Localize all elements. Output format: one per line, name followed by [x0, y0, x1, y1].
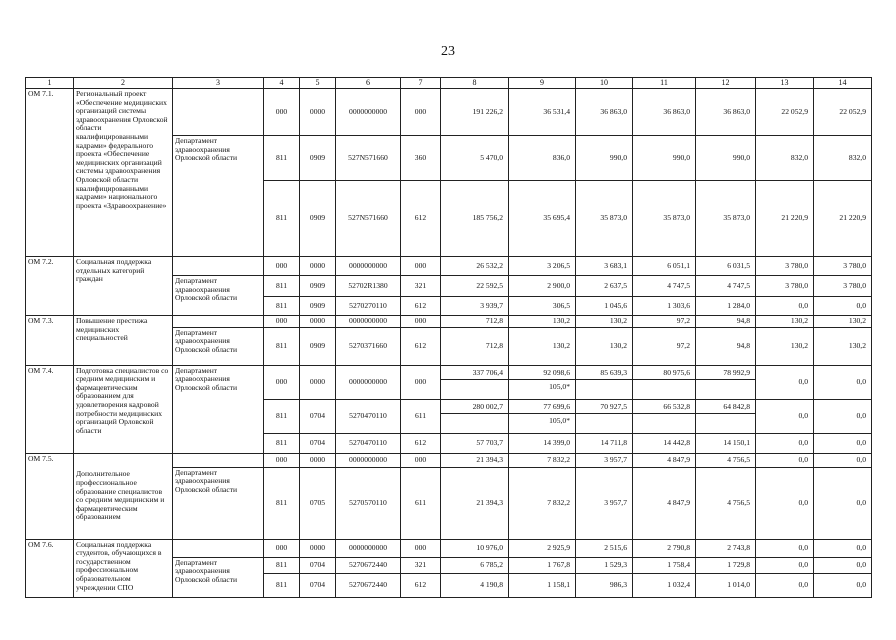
- cell: 0000: [300, 365, 336, 399]
- cell: 0704: [300, 573, 336, 597]
- cell: 527N571660: [336, 181, 401, 257]
- cell: 0000: [300, 257, 336, 276]
- column-number: 9: [509, 78, 576, 89]
- section-id: ОМ 7.3.: [26, 316, 74, 366]
- cell: 2 637,5: [576, 276, 633, 297]
- section-id: ОМ 7.4.: [26, 365, 74, 453]
- cell: 2 900,0: [509, 276, 576, 297]
- cell: 0000: [300, 453, 336, 467]
- section-title: Региональный проект «Обеспечение медицинских организаций системы здравоохранения Орловской области квалифицированными кадрами» федерального проекта «Обеспечение медицинских организаций системы здравоохранения Орловской области квалифицированными кадрами» национального проекта «Здравоохранение»: [74, 89, 173, 257]
- cell: 321: [401, 557, 441, 573]
- cell: 2 790,8: [633, 539, 696, 557]
- footnote-value: 105,0*: [549, 416, 570, 426]
- cell: 990,0: [576, 136, 633, 181]
- table-row: [26, 257, 872, 276]
- cell: 14 150,1: [696, 433, 756, 453]
- cell: 990,0: [696, 136, 756, 181]
- cell: 0909: [300, 276, 336, 297]
- cell: 1 729,8: [696, 557, 756, 573]
- column-number: 12: [696, 78, 756, 89]
- cell: 130,2: [576, 316, 633, 328]
- empty-cell: [173, 316, 264, 328]
- cell: 22 052,9: [814, 89, 872, 136]
- department-name: Департамент здравоохранения Орловской области: [173, 365, 264, 453]
- cell: 0000000000: [336, 316, 401, 328]
- cell: 130,2: [756, 316, 814, 328]
- cell-value: 92 098,6: [509, 366, 575, 381]
- cell: 0,0: [756, 399, 814, 433]
- table-row: [26, 316, 872, 328]
- cell: 4 756,5: [696, 467, 756, 539]
- cell: 35 873,0: [696, 181, 756, 257]
- cell: 527N571660: [336, 136, 401, 181]
- cell: 360: [401, 136, 441, 181]
- section-id: ОМ 7.1.: [26, 89, 74, 257]
- section-id: ОМ 7.5.: [26, 453, 74, 539]
- cell: 3 957,7: [576, 467, 633, 539]
- cell: 0,0: [814, 433, 872, 453]
- cell: 1 158,1: [509, 573, 576, 597]
- cell: 832,0: [756, 136, 814, 181]
- split-cell: [441, 399, 509, 433]
- cell: 2 925,9: [509, 539, 576, 557]
- cell: 000: [264, 539, 300, 557]
- cell: 0909: [300, 136, 336, 181]
- cell: 97,2: [633, 316, 696, 328]
- cell: 000: [264, 316, 300, 328]
- cell: 0704: [300, 399, 336, 433]
- footnote-value: 105,0*: [549, 382, 570, 392]
- cell: 612: [401, 573, 441, 597]
- cell: 4 847,9: [633, 453, 696, 467]
- column-number: 4: [264, 78, 300, 89]
- cell: 612: [401, 327, 441, 365]
- cell: 612: [401, 181, 441, 257]
- cell: 0,0: [756, 365, 814, 399]
- column-number: 11: [633, 78, 696, 89]
- cell: 1 284,0: [696, 297, 756, 316]
- cell: 36 531,4: [509, 89, 576, 136]
- cell: 14 711,8: [576, 433, 633, 453]
- cell: 21 394,3: [441, 453, 509, 467]
- cell: 1 303,6: [633, 297, 696, 316]
- cell: 1 014,0: [696, 573, 756, 597]
- cell: 811: [264, 557, 300, 573]
- cell: 000: [401, 316, 441, 328]
- cell: 52702R1380: [336, 276, 401, 297]
- section-title: Социальная поддержка студентов, обучающихся в государственном профессиональном образовательном учреждении СПО: [74, 539, 173, 597]
- cell: 36 863,0: [696, 89, 756, 136]
- cell: 000: [264, 453, 300, 467]
- column-number: 7: [401, 78, 441, 89]
- table-row: [26, 539, 872, 557]
- cell: 5270371660: [336, 327, 401, 365]
- cell: 0,0: [814, 365, 872, 399]
- cell: 36 863,0: [576, 89, 633, 136]
- table-row: [26, 365, 872, 399]
- cell: 21 394,3: [441, 467, 509, 539]
- column-number: 2: [74, 78, 173, 89]
- cell: 000: [264, 257, 300, 276]
- split-cell: [441, 365, 509, 399]
- empty-cell: [173, 539, 264, 557]
- column-number: 3: [173, 78, 264, 89]
- section-title: Повышение престижа медицинских специальностей: [74, 316, 173, 366]
- table-row: [26, 453, 872, 467]
- split-cell: [576, 365, 633, 399]
- cell: 986,3: [576, 573, 633, 597]
- cell: 3 683,1: [576, 257, 633, 276]
- cell: 5270470110: [336, 399, 401, 433]
- cell: 2 743,8: [696, 539, 756, 557]
- section-id: ОМ 7.6.: [26, 539, 74, 597]
- empty-cell: [173, 257, 264, 276]
- cell: 1 767,8: [509, 557, 576, 573]
- cell: 3 780,0: [756, 276, 814, 297]
- column-number: 13: [756, 78, 814, 89]
- column-number: 14: [814, 78, 872, 89]
- cell: 5 470,0: [441, 136, 509, 181]
- cell: 22 592,5: [441, 276, 509, 297]
- cell: 0000: [300, 89, 336, 136]
- cell: 0000000000: [336, 539, 401, 557]
- cell: 0,0: [814, 557, 872, 573]
- cell: 130,2: [576, 327, 633, 365]
- cell: 811: [264, 433, 300, 453]
- cell-value: 337 706,4: [441, 366, 508, 381]
- section-title: Социальная поддержка отдельных категорий граждан: [74, 257, 173, 316]
- cell: 94,8: [696, 316, 756, 328]
- cell: 7 832,2: [509, 467, 576, 539]
- cell: 0,0: [814, 453, 872, 467]
- cell: 35 695,4: [509, 181, 576, 257]
- cell: 836,0: [509, 136, 576, 181]
- cell-value: 64 842,8: [696, 400, 755, 415]
- cell: 0909: [300, 327, 336, 365]
- cell: 0,0: [756, 453, 814, 467]
- cell: 5270672440: [336, 557, 401, 573]
- cell: 0909: [300, 181, 336, 257]
- cell: 0,0: [756, 297, 814, 316]
- cell: 832,0: [814, 136, 872, 181]
- cell-value: 70 927,5: [576, 400, 632, 415]
- cell-value: 80 975,6: [633, 366, 695, 381]
- cell: 7 832,2: [509, 453, 576, 467]
- cell: 811: [264, 276, 300, 297]
- column-number: 6: [336, 78, 401, 89]
- cell: 35 873,0: [576, 181, 633, 257]
- cell: 130,2: [509, 316, 576, 328]
- cell: 97,2: [633, 327, 696, 365]
- cell: 000: [401, 365, 441, 399]
- cell: 4 847,9: [633, 467, 696, 539]
- section-title: Подготовка специалистов со средним медицинским и фармацевтическим образованием для удовлетворения кадровой потребности медицинских организаций Орловской области: [74, 365, 173, 453]
- cell: 35 873,0: [633, 181, 696, 257]
- column-number: 5: [300, 78, 336, 89]
- cell: 3 957,7: [576, 453, 633, 467]
- cell: 306,5: [509, 297, 576, 316]
- cell: 130,2: [814, 327, 872, 365]
- cell: 36 863,0: [633, 89, 696, 136]
- cell-value: 77 699,6: [509, 400, 575, 415]
- cell: 000: [264, 365, 300, 399]
- split-cell: [509, 365, 576, 399]
- department-name: Департамент здравоохранения Орловской области: [173, 467, 264, 539]
- cell: 0000: [300, 316, 336, 328]
- cell: 185 756,2: [441, 181, 509, 257]
- split-cell: [633, 399, 696, 433]
- cell: 0,0: [756, 467, 814, 539]
- cell: 0704: [300, 433, 336, 453]
- cell: 0,0: [756, 539, 814, 557]
- cell: 0,0: [756, 557, 814, 573]
- cell: 4 756,5: [696, 453, 756, 467]
- cell: 3 206,5: [509, 257, 576, 276]
- cell: 94,8: [696, 327, 756, 365]
- cell: 4 747,5: [633, 276, 696, 297]
- cell: 26 532,2: [441, 257, 509, 276]
- cell: 1 045,6: [576, 297, 633, 316]
- cell: 0,0: [756, 573, 814, 597]
- cell: 0704: [300, 557, 336, 573]
- department-name: Департамент здравоохранения Орловской области: [173, 136, 264, 257]
- cell: 1 758,4: [633, 557, 696, 573]
- cell: 000: [401, 453, 441, 467]
- cell: 611: [401, 399, 441, 433]
- cell: 57 703,7: [441, 433, 509, 453]
- cell: 811: [264, 136, 300, 181]
- cell: 000: [401, 257, 441, 276]
- column-header-row: [26, 78, 872, 89]
- cell: 611: [401, 467, 441, 539]
- empty-cell: [173, 453, 264, 467]
- cell: 5270570110: [336, 467, 401, 539]
- cell: 21 220,9: [814, 181, 872, 257]
- cell: 0,0: [814, 399, 872, 433]
- cell: 0,0: [814, 467, 872, 539]
- cell-value: 78 992,9: [696, 366, 755, 381]
- cell: 811: [264, 467, 300, 539]
- cell: 990,0: [633, 136, 696, 181]
- cell: 5270470110: [336, 433, 401, 453]
- cell: 130,2: [814, 316, 872, 328]
- section-title: Дополнительное профессиональное образование специалистов со средним медицинским и фармацевтическим образованием: [74, 453, 173, 539]
- cell: 3 780,0: [814, 276, 872, 297]
- cell-value: 66 532,8: [633, 400, 695, 415]
- cell: 0,0: [814, 539, 872, 557]
- cell: 0705: [300, 467, 336, 539]
- split-cell: [509, 399, 576, 433]
- cell: 811: [264, 399, 300, 433]
- column-number: 1: [26, 78, 74, 89]
- split-cell: [633, 365, 696, 399]
- cell: 0,0: [814, 297, 872, 316]
- cell: 612: [401, 297, 441, 316]
- cell: 811: [264, 181, 300, 257]
- cell: 612: [401, 433, 441, 453]
- page-number: 23: [441, 44, 455, 59]
- cell: 0000000000: [336, 89, 401, 136]
- cell: 130,2: [756, 327, 814, 365]
- cell: 10 976,0: [441, 539, 509, 557]
- cell: 0000000000: [336, 257, 401, 276]
- cell: 4 747,5: [696, 276, 756, 297]
- cell: 000: [401, 89, 441, 136]
- empty-cell: [173, 89, 264, 136]
- cell: 712,8: [441, 327, 509, 365]
- cell: 6 785,2: [441, 557, 509, 573]
- cell: 5270672440: [336, 573, 401, 597]
- cell: 2 515,6: [576, 539, 633, 557]
- cell: 14 399,0: [509, 433, 576, 453]
- cell: 21 220,9: [756, 181, 814, 257]
- cell: 0000: [300, 539, 336, 557]
- cell: 14 442,8: [633, 433, 696, 453]
- cell: 0,0: [756, 433, 814, 453]
- department-name: Департамент здравоохранения Орловской области: [173, 276, 264, 316]
- department-name: Департамент здравоохранения Орловской области: [173, 557, 264, 597]
- cell: 321: [401, 276, 441, 297]
- cell: 1 529,3: [576, 557, 633, 573]
- column-number: 10: [576, 78, 633, 89]
- cell: 5270270110: [336, 297, 401, 316]
- cell: 000: [264, 89, 300, 136]
- cell: 6 031,5: [696, 257, 756, 276]
- cell: 3 780,0: [756, 257, 814, 276]
- cell-value: 85 639,3: [576, 366, 632, 381]
- cell: 3 939,7: [441, 297, 509, 316]
- cell: 0000000000: [336, 365, 401, 399]
- cell: 000: [401, 539, 441, 557]
- section-id: ОМ 7.2.: [26, 257, 74, 316]
- department-name: Департамент здравоохранения Орловской области: [173, 327, 264, 365]
- cell: 130,2: [509, 327, 576, 365]
- cell: 811: [264, 573, 300, 597]
- cell: 22 052,9: [756, 89, 814, 136]
- column-number: 8: [441, 78, 509, 89]
- cell: 6 051,1: [633, 257, 696, 276]
- cell: 0,0: [814, 573, 872, 597]
- cell: 3 780,0: [814, 257, 872, 276]
- cell: 191 226,2: [441, 89, 509, 136]
- cell-value: 280 002,7: [441, 400, 508, 415]
- cell: 4 190,8: [441, 573, 509, 597]
- cell: 811: [264, 297, 300, 316]
- cell: 811: [264, 327, 300, 365]
- split-cell: [696, 399, 756, 433]
- cell: 712,8: [441, 316, 509, 328]
- cell: 0909: [300, 297, 336, 316]
- table-row: [26, 89, 872, 136]
- budget-table: [25, 77, 872, 598]
- cell: 0000000000: [336, 453, 401, 467]
- cell: 1 032,4: [633, 573, 696, 597]
- split-cell: [696, 365, 756, 399]
- split-cell: [576, 399, 633, 433]
